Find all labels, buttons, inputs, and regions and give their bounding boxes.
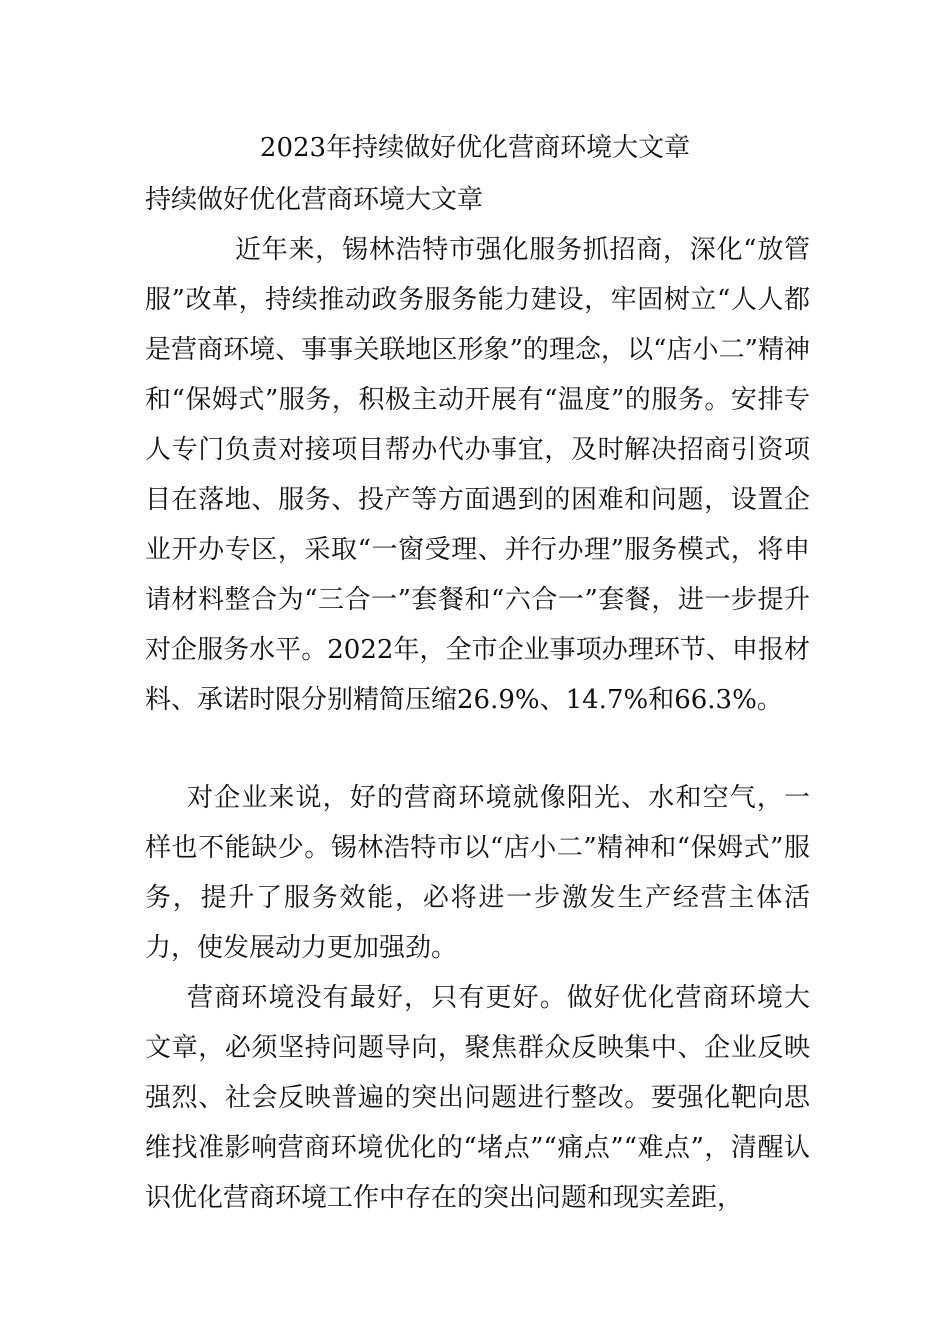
paragraph-2: 对企业来说，好的营商环境就像阳光、水和空气，一样也不能缺少。锡林浩特市以“店小二”精神和“保姆式”服务，提升了服务效能，必将进一步激发生产经营主体活力，使发展动力更加强劲。 [145,783,810,963]
paragraph-3: 营商环境没有最好，只有更好。做好优化营商环境大文章，必须坚持问题导向，聚焦群众反映集中、企业反映强烈、社会反映普遍的突出问题进行整改。要强化靶向思维找准影响营商环境优化的“堵点”“痛点”“难点”，清醒认识优化营商环境工作中存在的突出问题和现实差距， [145,983,810,1213]
document-subtitle: 持续做好优化营商环境大文章 [145,185,484,215]
paragraph-1: 近年来，锡林浩特市强化服务抓招商，深化“放管服”改革，持续推动政务服务能力建设，牢固树立“人人都是营商环境、事事关联地区形象”的理念，以“店小二”精神和“保姆式”服务，积极主动开展有“温度”的服务。安排专人专门负责对接项目帮办代办事宜，及时解决招商引资项目在落地、服务、投产等方面遇到的困难和问题，设置企业开办专区，采取“一窗受理、并行办理”服务模式，将申请材料整合为“三合一”套餐和“六合一”套餐，进一步提升对企服务水平。2022年，全市企业事项办理环节、申报材料、承诺时限分别精简压缩26.9%、14.7%和66.3%。 [145,235,810,715]
document-title: 2023年持续做好优化营商环境大文章 [259,133,691,163]
